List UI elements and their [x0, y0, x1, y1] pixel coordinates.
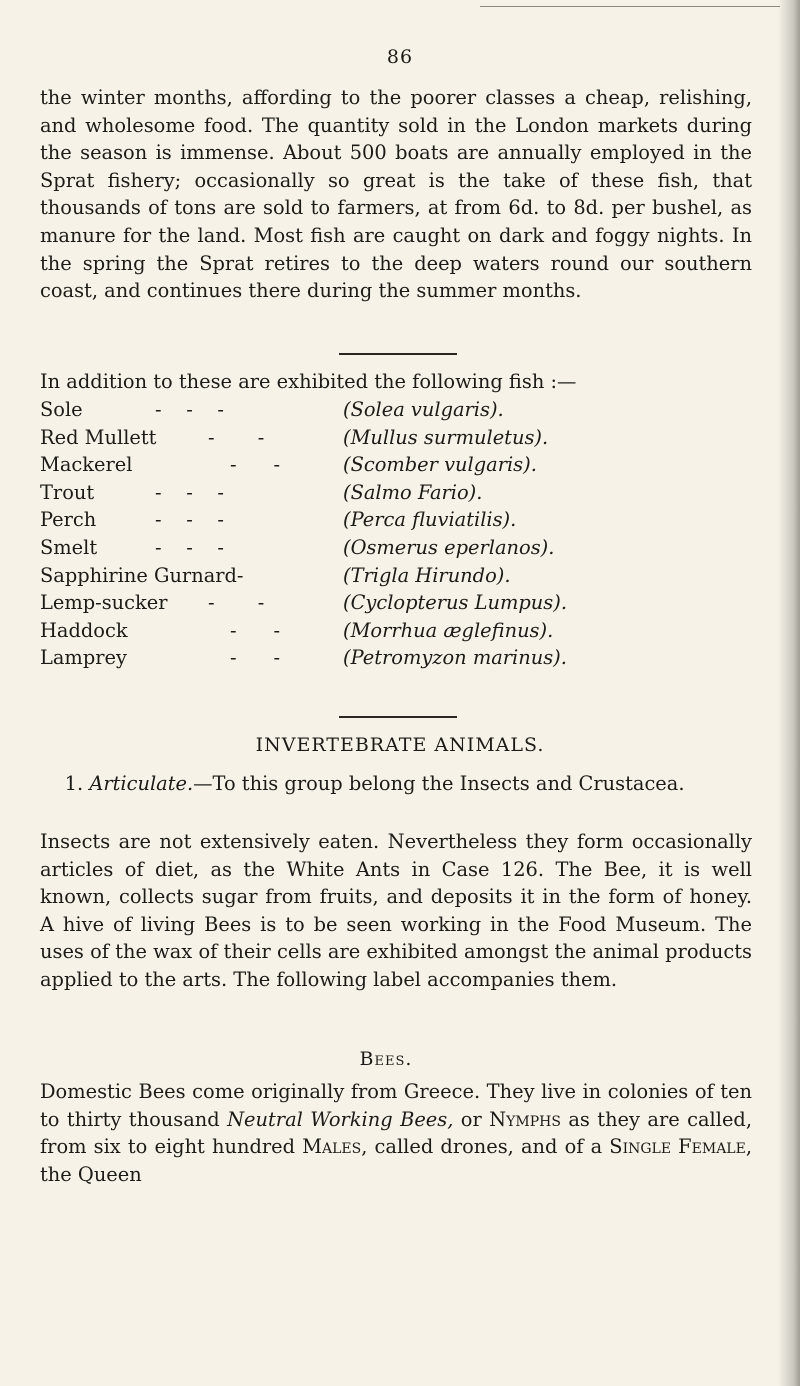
bees-text: the Queen [40, 1162, 142, 1186]
leader-dashes: - - [208, 591, 265, 615]
insects-paragraph: Insects are not extensively eaten. Nevertheless they form occasionally articles of diet, as the White Ants in Case 126. The Bee, it is well known, collects sugar from fruits, and deposits it in the form of honey. A hive of living Bees is to be seen working in the Food Museum. The uses of the wax of their cells are exhibited amongst the animal products applied to the arts. The following label accompanies them. [40, 830, 752, 991]
fish-latin-name: (Cyclopterus Lumpus). [343, 591, 567, 615]
fish-latin-name: (Trigla Hirundo). [343, 563, 511, 587]
articulate-paragraph [40, 770, 752, 798]
fish-latin-name: (Morrhua æglefinus). [343, 618, 554, 642]
bees-paragraph [40, 1078, 752, 1188]
fish-row [40, 644, 760, 672]
bees-text: called drones, and of a [367, 1135, 610, 1159]
fish-row [40, 451, 760, 479]
section-divider-middle [339, 716, 457, 718]
fish-row [40, 506, 760, 534]
fish-row [40, 534, 760, 562]
fish-common-name: Trout [40, 480, 95, 504]
articulate-title: Articulate. [89, 772, 194, 795]
fish-list [40, 396, 760, 672]
fish-common-name: Mackerel [40, 453, 133, 477]
fish-common-name: Smelt [40, 535, 98, 559]
top-edge-line [480, 6, 780, 7]
fish-common-name: Lamprey [40, 646, 127, 670]
bees-males: Males, [302, 1135, 368, 1159]
fish-row [40, 479, 760, 507]
fish-latin-name: (Salmo Fario). [343, 480, 483, 504]
fish-common-name: Haddock [40, 618, 128, 642]
bees-text: Domestic Bees come originally from Greece. They live in colonies of ten to thirty thousand [40, 1080, 752, 1131]
leader-dashes: - - - [155, 535, 224, 559]
articulate-number: 1. [64, 772, 84, 795]
bees-neutral-working: Neutral Working Bees, [227, 1107, 454, 1131]
fish-row [40, 562, 760, 590]
fish-latin-name: (Osmerus eperlanos). [343, 535, 555, 559]
bees-text: or [453, 1107, 490, 1131]
fish-row [40, 424, 760, 452]
leader-dashes: - - [208, 425, 265, 449]
leader-dashes: - - [230, 618, 281, 642]
fish-latin-name: (Mullus surmuletus). [343, 425, 549, 449]
fish-latin-name: (Petromyzon marinus). [343, 646, 567, 670]
fish-latin-name: (Perca fluviatilis). [343, 508, 517, 532]
opening-paragraph: the winter months, affording to the poorer classes a cheap, relishing, and wholesome food. The quantity sold in the London markets during the season is immense. About 500 boats are annually employed in the Sprat fishery; occasionally so great is the take of these fish, that thousands of tons are sold to farmers, at from 6d. to 8d. per bushel, as manure for the land. Most fish are caught on dark and foggy nights. In the spring the Sprat retires to the deep waters round our southern coast, and continues there during the summer months. [40, 86, 752, 303]
bees-text: as they are called, from six to eight hundred [40, 1107, 753, 1159]
page-edge-shadow [778, 0, 800, 1386]
bees-heading: Bees. [359, 1048, 413, 1070]
section-divider-top [339, 353, 457, 355]
fish-latin-name: (Scomber vulgaris). [343, 453, 537, 477]
fish-common-name: Sole [40, 398, 83, 421]
page-number: 86 [386, 46, 414, 68]
fish-row [40, 589, 760, 617]
section-heading: INVERTEBRATE ANIMALS. [255, 734, 545, 756]
leader-dashes: - - - [155, 508, 224, 532]
leader-dashes: - - - [155, 480, 224, 504]
articulate-text: —To this group belong the Insects and Crustacea. [193, 772, 685, 795]
fish-latin-name: (Solea vulgaris). [343, 398, 504, 421]
fish-common-name: Red Mullett [40, 425, 157, 449]
leader-dashes: - - [230, 453, 281, 477]
fish-common-name: Lemp-sucker [40, 591, 168, 615]
leader-dashes: - - - [155, 398, 224, 421]
fish-row [40, 396, 760, 424]
fish-common-name: Perch [40, 508, 97, 532]
bees-single-female: Single Female, [609, 1135, 752, 1159]
bees-nymphs: Nymphs [489, 1107, 561, 1131]
fish-common-name: Sapphirine Gurnard- [40, 563, 244, 587]
fish-intro: In addition to these are exhibited the following fish :— [40, 370, 577, 393]
fish-row [40, 617, 760, 645]
leader-dashes: - - [230, 646, 281, 670]
